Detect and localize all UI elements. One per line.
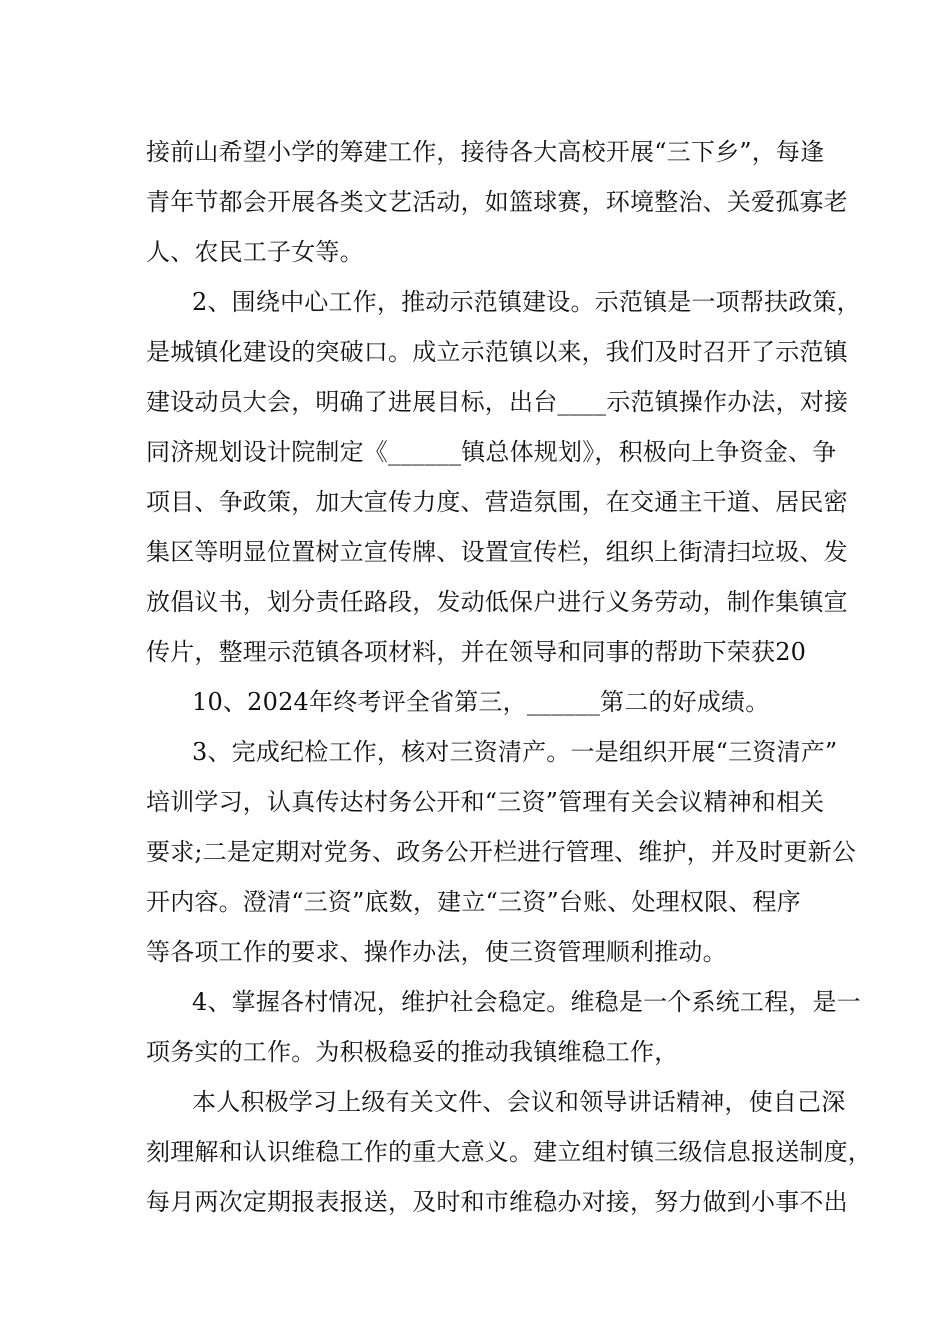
text-line: 项务实的工作。为积极稳妥的推动我镇维稳工作，	[146, 1038, 679, 1066]
text-line: 人、农民工子女等。	[146, 238, 364, 266]
paragraph-start-line: 2、围绕中心工作，推动示范镇建设。示范镇是一项帮扶政策，	[192, 288, 861, 316]
text-line: 要求;二是定期对党务、政务公开栏进行管理、维护，并及时更新公	[146, 838, 857, 866]
text-line: 同济规划设计院制定《______镇总体规划》，积极向上争资金、争	[146, 438, 837, 466]
text-line: 青年节都会开展各类文艺活动，如篮球赛，环境整治、关爱孤寡老	[146, 188, 848, 216]
text-line: 接前山希望小学的筹建工作，接待各大高校开展“三下乡”，每逢	[146, 138, 825, 166]
text-line: 刻理解和认识维稳工作的重大意义。建立组村镇三级信息报送制度，	[146, 1138, 872, 1166]
text-line: 传片，整理示范镇各项材料，并在领导和同事的帮助下荣获20	[146, 638, 807, 666]
paragraph-start-line: 3、完成纪检工作，核对三资清产。一是组织开展“三资清产”	[192, 738, 838, 766]
text-line: 项目、争政策，加大宣传力度、营造氛围，在交通主干道、居民密	[146, 488, 848, 516]
text-line: 放倡议书，划分责任路段，发动低保户进行义务劳动，制作集镇宣	[146, 588, 848, 616]
paragraph-start-line: 4、掌握各村情况，维护社会稳定。维稳是一个系统工程，是一	[192, 988, 861, 1016]
paragraph-start-line: 本人积极学习上级有关文件、会议和领导讲话精神，使自己深	[192, 1088, 846, 1116]
text-line: 开内容。澄清“三资”底数，建立“三资”台账、处理权限、程序	[146, 888, 801, 916]
text-line: 建设动员大会，明确了进展目标，出台____示范镇操作办法，对接	[146, 388, 849, 416]
text-line: 培训学习，认真传达村务公开和“三资”管理有关会议精神和相关	[146, 788, 825, 816]
paragraph-start-line: 10、2024年终考评全省第三，______第二的好成绩。	[192, 688, 770, 716]
text-line: 每月两次定期报表报送，及时和市维稳办对接，努力做到小事不出	[146, 1188, 848, 1216]
text-line: 是城镇化建设的突破口。成立示范镇以来，我们及时召开了示范镇	[146, 338, 848, 366]
text-line: 集区等明显位置树立宣传牌、设置宣传栏，组织上街清扫垃圾、发	[146, 538, 848, 566]
text-line: 等各项工作的要求、操作办法，使三资管理顺利推动。	[146, 938, 727, 966]
